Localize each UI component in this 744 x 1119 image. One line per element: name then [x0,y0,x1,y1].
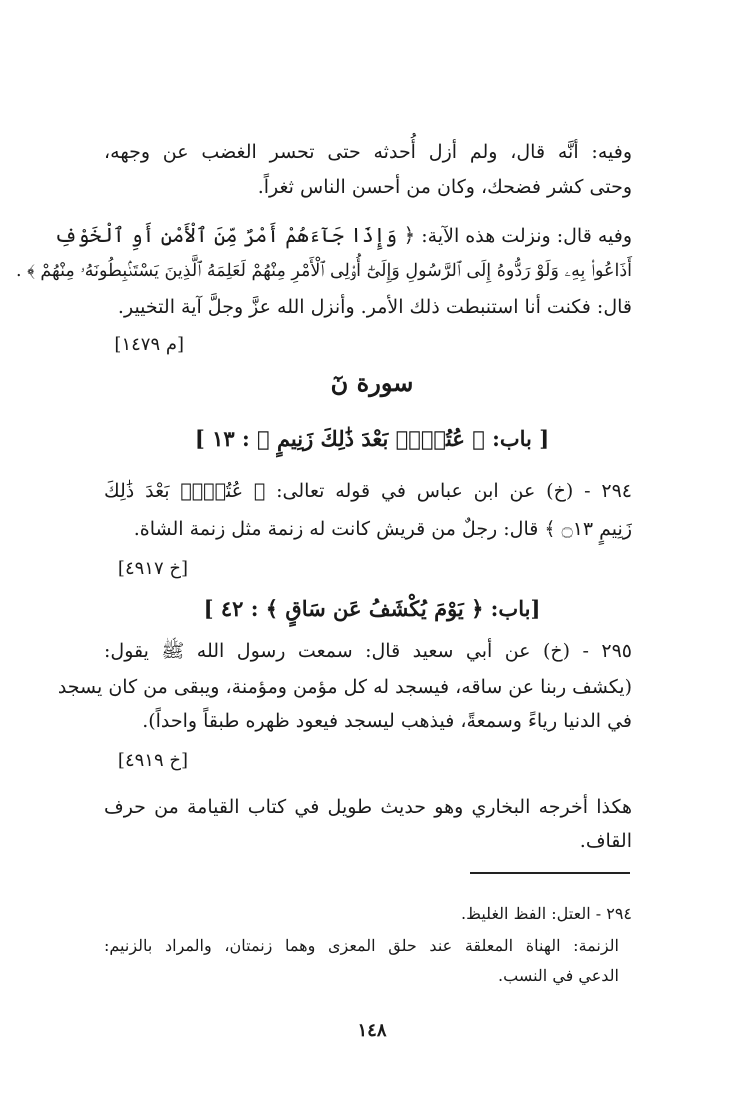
hadith-line: (يكشف ربنا عن ساقه، فيسجد له كل مؤمن ومؤمنة، ويبقى من كان يسجد [57,676,632,698]
surah-title: سورة نٓ [330,368,414,397]
chapter-heading: [ باب: ﴿ عُتُلٍّۭ بَعْدَ ذَٰلِكَ زَنِيمٍ ﴾ : ١٣ ] [194,426,550,451]
hadith-reference: [خ ٤٩١٩] [117,750,188,771]
footnote-divider [470,872,630,874]
hadith-line: ٢٩٥ - (خ) عن أبي سعيد قال: سمعت رسول الله ﷺ يقول: [104,640,632,662]
quran-verse: أَذَاعُوا۟ بِهِۦ وَلَوْ رَدُّوهُ إِلَى ٱلرَّسُولِ وَإِلَىٰٓ أُو۟لِى ٱلْأَمْرِ مِنْهُمْ لَعَلِمَهُ ٱلَّذِينَ يَسْتَنۢبِطُونَهُۥ مِنْهُمْ ﴾ . [15,261,632,281]
page-number: ١٤٨ [357,1020,387,1041]
chapter-heading: [باب: ﴿ يَوْمَ يُكْشَفُ عَن سَاقٍ ﴾ : ٤٢ ] [203,596,541,621]
hadith-reference: [خ ٤٩١٧] [117,558,188,579]
hadith-reference: [م ١٤٧٩] [114,334,184,355]
paragraph-line: القاف. [579,830,632,852]
quran-verse: ﴿ وَإِذَا جَآءَهُمْ أَمْرٌ مِّنَ ٱلْأَمْنِ أَوِ ٱلْخَوْفِ [54,223,416,247]
paragraph-line: وحتى كشر فضحك، وكان من أحسن الناس ثغراً. [257,176,632,198]
footnote-line: ٢٩٤ - العتل: الفظ الغليظ. [461,904,632,923]
hadith-line: ٢٩٤ - (خ) عن ابن عباس في قوله تعالى: ﴿ عُتُلٍّۭ بَعْدَ ذَٰلِكَ [104,480,632,502]
footnote-line: الدعي في النسب. [498,966,619,985]
verse-line [54,220,632,251]
footnote-line: الزنمة: الهناة المعلقة عند حلق المعزى وهما زنمتان، والمراد بالزنيم: [104,936,619,955]
hadith-line: في الدنيا رياءً وسمعةً، فيذهب ليسجد فيعود ظهره طبقاً واحداً). [142,710,632,732]
paragraph-line: وفيه: أنَّه قال، ولم أزل أُحدثه حتى تحسر الغضب عن وجهه، [104,141,632,163]
paragraph-line: هكذا أخرجه البخاري وهو حديث طويل في كتاب القيامة من حرف [104,796,632,818]
hadith-line: زَنِيمٍ ۝١٣ ﴾ قال: رجلٌ من قريش كانت له زنمة مثل زنمة الشاة. [133,518,632,540]
verse-intro: وفيه قال: ونزلت هذه الآية: [421,225,632,247]
paragraph-line: قال: فكنت أنا استنبطت ذلك الأمر. وأنزل الله عزَّ وجلَّ آية التخيير. [117,296,632,318]
